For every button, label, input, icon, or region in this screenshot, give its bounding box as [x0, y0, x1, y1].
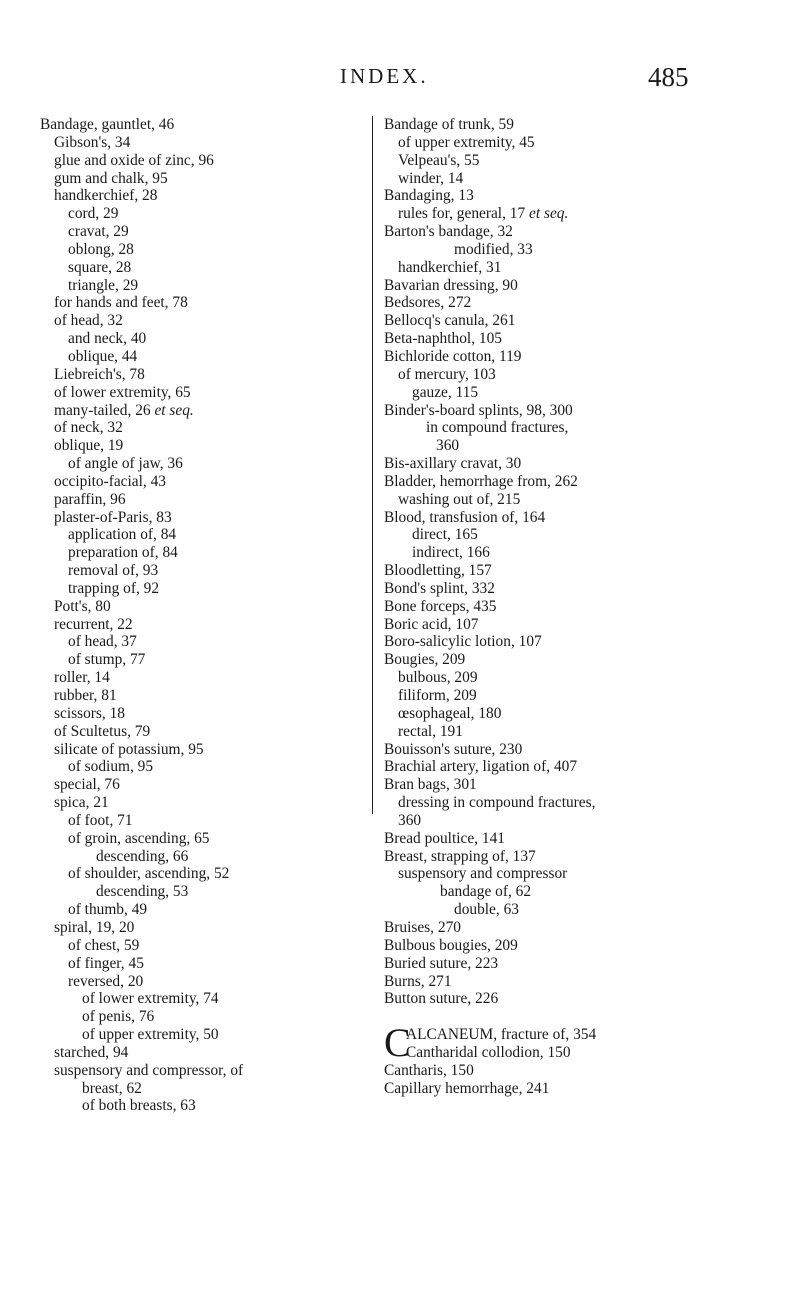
index-entry: glue and oxide of zinc, 96: [54, 151, 214, 169]
index-entry: oblong, 28: [68, 240, 134, 258]
index-entry: of mercury, 103: [398, 365, 496, 383]
index-entry: Breast, strapping of, 137: [384, 847, 536, 865]
index-entry: application of, 84: [68, 526, 177, 544]
page-number: 485: [648, 62, 689, 92]
index-entry: Boric acid, 107: [384, 615, 479, 633]
index-entry: many-tailed, 26 et seq.: [54, 401, 194, 419]
index-entry: trapping of, 92: [68, 579, 160, 597]
index-entry: rubber, 81: [54, 687, 117, 704]
index-entry: Bruises, 270: [384, 918, 461, 936]
section-gap: [384, 1008, 784, 1026]
index-entry: paraffin, 96: [54, 490, 126, 508]
index-entry: indirect, 166: [412, 544, 490, 562]
running-title: INDEX.: [340, 64, 429, 88]
index-entry: washing out of, 215: [398, 490, 521, 508]
index-entry: plaster-of-Paris, 83: [54, 508, 172, 526]
left-index-column: [40, 116, 370, 1115]
index-entry: starched, 94: [54, 1043, 129, 1061]
page-header: [0, 62, 800, 102]
index-entry: Bandage of trunk, 59: [384, 116, 514, 133]
dropcap-letter: C: [384, 1020, 411, 1066]
index-entry: Bedsores, 272: [384, 294, 472, 312]
index-entry: winder, 14: [398, 169, 464, 187]
index-entry: preparation of, 84: [68, 544, 178, 562]
index-entry: Bougies, 209: [384, 651, 466, 669]
index-entry: of penis, 76: [82, 1008, 155, 1026]
index-entry: Bouisson's suture, 230: [384, 740, 523, 758]
index-entry: triangle, 29: [68, 276, 139, 294]
index-entry: spica, 21: [54, 794, 109, 812]
right-index-column: [384, 116, 784, 1097]
index-entry: rectal, 191: [398, 722, 463, 740]
index-entry: of sodium, 95: [68, 758, 154, 776]
index-entry: oblique, 19: [54, 437, 124, 455]
index-entry: Liebreich's, 78: [54, 365, 145, 383]
index-entry: Bavarian dressing, 90: [384, 276, 518, 294]
index-entry: of groin, ascending, 65: [68, 829, 210, 847]
column-divider: [372, 116, 373, 814]
index-entry: scissors, 18: [54, 704, 125, 722]
index-entry: 360: [398, 811, 422, 829]
index-entry: Bellocq's canula, 261: [384, 312, 516, 330]
index-entry: cord, 29: [68, 205, 119, 223]
index-entry: Bis-axillary cravat, 30: [384, 455, 522, 473]
index-entry: occipito-facial, 43: [54, 472, 166, 490]
index-entry: of foot, 71: [68, 811, 133, 829]
index-entry: suspensory and compressor: [398, 865, 568, 883]
index-entry: recurrent, 22: [54, 615, 133, 633]
index-entry: Beta-naphthol, 105: [384, 330, 502, 348]
index-entry: Bran bags, 301: [384, 776, 477, 794]
index-entry: Buried suture, 223: [384, 954, 499, 972]
index-entry: Pott's, 80: [54, 597, 111, 615]
index-entry: 360: [436, 437, 460, 455]
index-entry: Bladder, hemorrhage from, 262: [384, 472, 578, 490]
index-entry: Barton's bandage, 32: [384, 223, 513, 241]
index-entry: Velpeau's, 55: [398, 151, 480, 169]
index-entry: of finger, 45: [68, 954, 144, 972]
index-entry: of stump, 77: [68, 651, 146, 669]
index-entry: suspensory and compressor, of: [54, 1061, 244, 1079]
index-entry: of both breasts, 63: [82, 1097, 196, 1115]
index-entry: modified, 33: [454, 240, 533, 258]
index-entry: of angle of jaw, 36: [68, 455, 183, 473]
index-entry: Bread poultice, 141: [384, 829, 505, 847]
index-entry: Bandage, gauntlet, 46: [40, 116, 175, 133]
index-entry: descending, 66: [96, 847, 189, 865]
index-entry: of head, 37: [68, 633, 137, 651]
index-entry: Gibson's, 34: [54, 133, 131, 151]
index-entry: roller, 14: [54, 669, 110, 687]
index-entry: Button suture, 226: [384, 990, 499, 1008]
index-entry: Binder's-board splints, 98, 300: [384, 401, 573, 419]
index-entry: cravat, 29: [68, 223, 129, 241]
index-entry: handkerchief, 28: [54, 187, 158, 205]
index-entry: of head, 32: [54, 312, 123, 330]
index-entry: reversed, 20: [68, 972, 144, 990]
index-entry: of upper extremity, 50: [82, 1026, 219, 1044]
index-entry: Bulbous bougies, 209: [384, 936, 518, 954]
index-entry: breast, 62: [82, 1079, 142, 1097]
index-entry: handkerchief, 31: [398, 258, 502, 276]
index-entry: of chest, 59: [68, 936, 140, 954]
index-entry: Cantharis, 150: [384, 1061, 474, 1079]
index-entry: spiral, 19, 20: [54, 918, 135, 936]
index-entry: Burns, 271: [384, 972, 452, 990]
index-entry: in compound fractures,: [426, 419, 569, 437]
index-entry: Bandaging, 13: [384, 187, 474, 205]
index-entry: Bone forceps, 435: [384, 597, 497, 615]
index-entry: of lower extremity, 65: [54, 383, 191, 401]
index-entry: ALCANEUM, fracture of, 354: [406, 1026, 597, 1044]
index-entry: bandage of, 62: [440, 883, 532, 901]
index-entry: Cantharidal collodion, 150: [406, 1043, 571, 1061]
index-entry: and neck, 40: [68, 330, 147, 348]
index-entry: Brachial artery, ligation of, 407: [384, 758, 578, 776]
index-entry: double, 63: [454, 901, 519, 919]
index-entry: rules for, general, 17 et seq.: [398, 205, 569, 223]
index-entry: bulbous, 209: [398, 669, 478, 687]
index-entry: Bichloride cotton, 119: [384, 347, 522, 365]
section-c-entry: [384, 1020, 784, 1066]
index-entry: special, 76: [54, 776, 120, 794]
index-entry: of neck, 32: [54, 419, 123, 437]
index-entry: removal of, 93: [68, 562, 159, 580]
index-entry: Bond's splint, 332: [384, 579, 495, 597]
index-entry: Bloodletting, 157: [384, 562, 492, 580]
index-entry: gauze, 115: [412, 383, 479, 401]
index-entry: filiform, 209: [398, 687, 477, 704]
index-entry: Blood, transfusion of, 164: [384, 508, 546, 526]
index-entry: of thumb, 49: [68, 901, 148, 919]
index-entry: œsophageal, 180: [398, 704, 502, 722]
index-entry: silicate of potassium, 95: [54, 740, 204, 758]
index-entry: Boro-salicylic lotion, 107: [384, 633, 542, 651]
index-entry: descending, 53: [96, 883, 189, 901]
index-entry: direct, 165: [412, 526, 478, 544]
index-entry: Capillary hemorrhage, 241: [384, 1079, 550, 1097]
index-entry: for hands and feet, 78: [54, 294, 188, 312]
index-entry: of lower extremity, 74: [82, 990, 219, 1008]
index-entry: dressing in compound fractures,: [398, 794, 596, 812]
index-entry: of upper extremity, 45: [398, 133, 535, 151]
index-entry: square, 28: [68, 258, 132, 276]
index-entry: oblique, 44: [68, 347, 138, 365]
index-entry: of shoulder, ascending, 52: [68, 865, 230, 883]
index-entry: of Scultetus, 79: [54, 722, 151, 740]
index-entry: gum and chalk, 95: [54, 169, 168, 187]
